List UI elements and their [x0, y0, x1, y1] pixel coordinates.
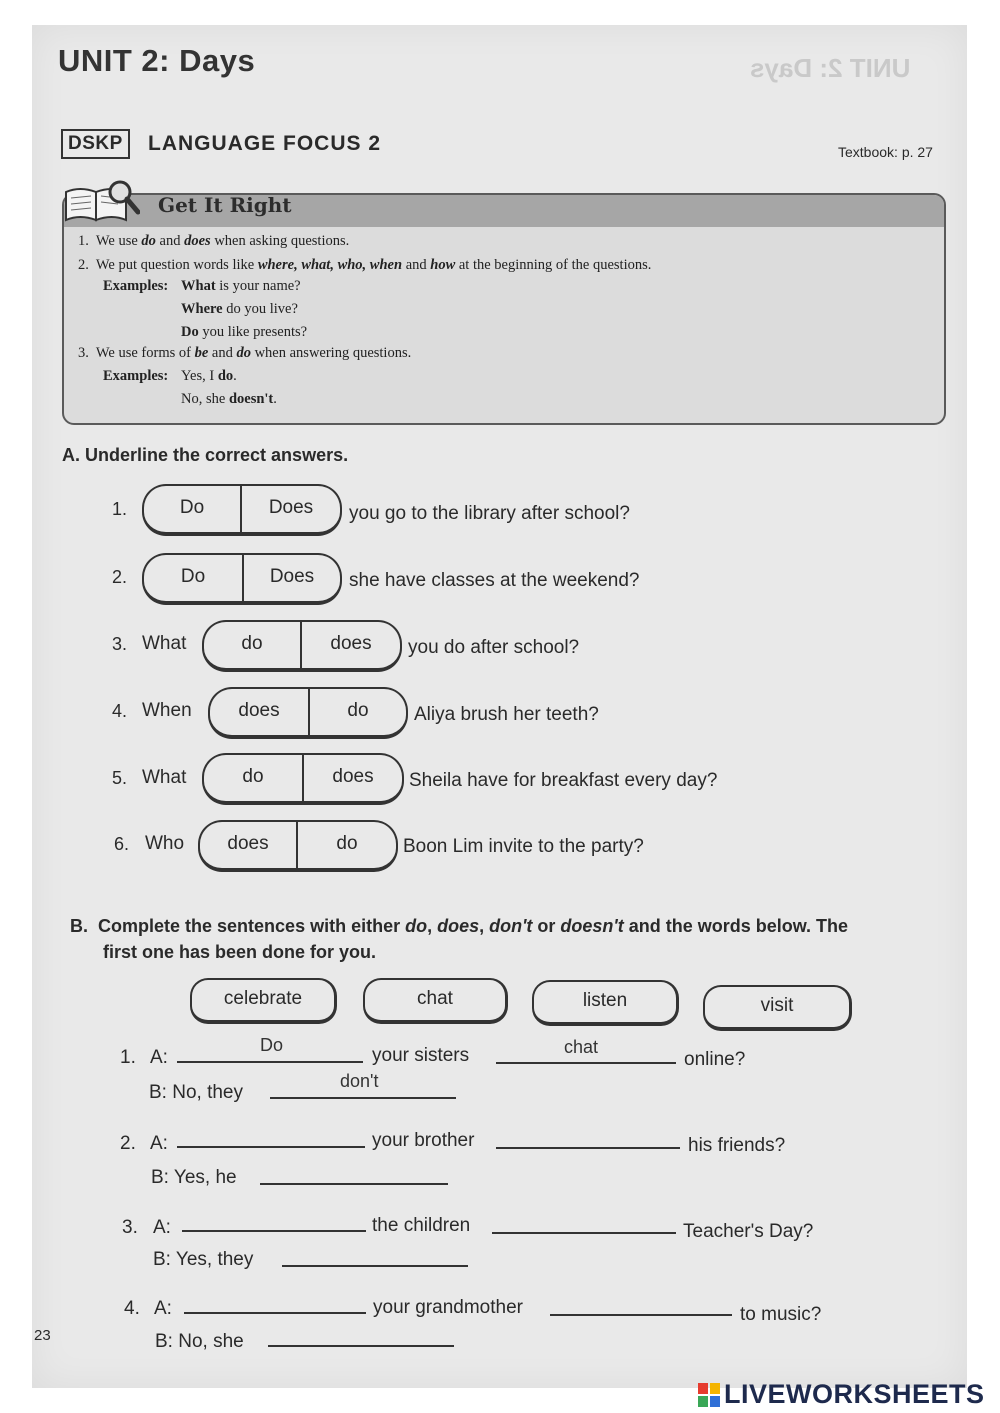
section-b-heading: B. Complete the sentences with either do, does, don't or doesn't and the words below. The first one has been done for you. — [70, 916, 849, 962]
rule-keyword: be — [194, 345, 209, 361]
example-4: Yes, I do. — [181, 368, 237, 384]
section-title: LANGUAGE FOCUS 2 — [148, 132, 382, 155]
speaker-a: A: — [150, 1047, 168, 1068]
sentence-middle: your sisters — [372, 1045, 470, 1066]
liveworksheets-logo-icon — [697, 1382, 721, 1408]
choice-option-1[interactable]: do — [241, 633, 263, 654]
answer-line[interactable] — [496, 1147, 680, 1149]
rule-text: and — [155, 233, 185, 249]
speaker-b: B: Yes, they — [153, 1249, 254, 1270]
section-a-heading: A. Underline the correct answers. — [62, 445, 349, 465]
liveworksheets-watermark: LIVEWORKSHEETS — [724, 1379, 985, 1409]
question-word: Who — [145, 833, 185, 854]
sentence-end: online? — [684, 1049, 746, 1070]
answer-line[interactable] — [177, 1146, 365, 1148]
choice-option-2[interactable]: do — [336, 833, 358, 854]
answer-line[interactable] — [184, 1312, 366, 1314]
question-text: you do after school? — [408, 637, 580, 658]
worksheet-page — [32, 25, 967, 1388]
example-3: Do you like presents? — [181, 324, 308, 340]
question-text: she have classes at the weekend? — [349, 570, 640, 591]
item-number: 4. — [124, 1298, 140, 1319]
choice-pill — [202, 620, 402, 672]
question-text: Aliya brush her teeth? — [414, 704, 599, 725]
word-box-chat: chat — [363, 978, 508, 1024]
choice-pill — [208, 687, 408, 739]
sentence-middle: your grandmother — [373, 1297, 523, 1318]
rule-2 — [78, 257, 651, 274]
choice-option-1[interactable]: does — [227, 833, 269, 854]
answer-line[interactable] — [268, 1345, 454, 1347]
speaker-a: A: — [154, 1298, 172, 1319]
speaker-b: B: No, she — [155, 1331, 244, 1352]
sentence-end: to music? — [740, 1304, 822, 1325]
rule-text: We put question words like — [95, 257, 258, 273]
choice-option-2[interactable]: does — [330, 633, 372, 654]
question-text: Sheila have for breakfast every day? — [409, 770, 718, 791]
question-number: 4. — [112, 701, 128, 721]
choice-option-2[interactable]: Does — [269, 566, 315, 587]
sentence-end: Teacher's Day? — [683, 1221, 814, 1242]
rule-1 — [78, 233, 349, 250]
rule-text: and — [402, 257, 431, 273]
choice-option-1[interactable]: does — [238, 700, 280, 721]
speaker-a: A: — [153, 1217, 171, 1238]
rule-number: 3. — [78, 345, 89, 361]
question-number: 6. — [114, 834, 130, 854]
dskp-badge: DSKP — [61, 129, 130, 159]
example-5: No, she doesn't. — [181, 391, 277, 407]
answer-line[interactable] — [492, 1232, 676, 1234]
rule-text: when answering questions. — [250, 345, 412, 361]
rule-text: We use — [95, 233, 142, 249]
choice-option-2[interactable]: does — [332, 766, 374, 787]
item-number: 1. — [120, 1047, 136, 1068]
examples-label: Examples: — [103, 278, 169, 294]
speaker-a: A: — [150, 1133, 168, 1154]
question-text: Boon Lim invite to the party? — [403, 836, 644, 857]
choice-option-1[interactable]: Do — [180, 566, 206, 587]
question-number: 5. — [112, 768, 128, 788]
examples-label: Examples: — [103, 368, 169, 384]
speaker-b: B: No, they — [149, 1082, 243, 1103]
choice-option-2[interactable]: Does — [268, 497, 314, 518]
example-2: Where do you live? — [181, 301, 298, 317]
answer-line[interactable] — [260, 1183, 448, 1185]
choice-pill — [198, 820, 398, 872]
question-word: When — [142, 700, 192, 721]
rule-keyword: do — [236, 345, 251, 361]
example-1: What is your name? — [181, 278, 301, 294]
rule-keyword: do — [141, 233, 156, 249]
filled-answer: don't — [340, 1071, 379, 1091]
answer-line[interactable] — [270, 1097, 456, 1099]
word-box-listen: listen — [532, 980, 679, 1026]
bleed-through-text: UNIT 2: Days — [750, 53, 911, 83]
sentence-middle: the children — [372, 1215, 471, 1236]
filled-answer: chat — [564, 1037, 599, 1057]
get-it-right-title: Get It Right — [158, 193, 292, 217]
answer-line[interactable] — [177, 1061, 363, 1063]
rule-keyword: where, what, who, when — [257, 257, 403, 273]
page-number: 23 — [34, 1327, 51, 1344]
question-word: What — [142, 633, 187, 654]
choice-option-2[interactable]: do — [347, 700, 369, 721]
rule-text: at the beginning of the questions. — [455, 257, 652, 273]
word-box-celebrate: celebrate — [190, 978, 337, 1024]
answer-line[interactable] — [496, 1062, 676, 1064]
rule-keyword: how — [430, 257, 456, 273]
question-number: 1. — [112, 499, 128, 519]
choice-option-1[interactable]: do — [242, 766, 264, 787]
filled-answer: Do — [260, 1035, 284, 1055]
speaker-b: B: Yes, he — [151, 1167, 237, 1188]
rule-text: and — [208, 345, 237, 361]
answer-line[interactable] — [282, 1265, 468, 1267]
rule-keyword: does — [184, 233, 211, 249]
choice-option-1[interactable]: Do — [179, 497, 205, 518]
unit-title: UNIT 2: Days — [58, 43, 256, 78]
question-number: 2. — [112, 567, 128, 587]
item-number: 3. — [122, 1217, 138, 1238]
question-number: 3. — [112, 634, 128, 654]
rule-text: when asking questions. — [210, 233, 350, 249]
book-magnifier-icon — [62, 178, 140, 233]
choice-pill — [142, 484, 342, 536]
question-text: you go to the library after school? — [349, 503, 630, 524]
question-word: What — [142, 767, 187, 788]
sentence-middle: your brother — [372, 1130, 475, 1151]
choice-pill — [202, 753, 404, 805]
rule-text: We use forms of — [95, 345, 195, 361]
item-number: 2. — [120, 1133, 136, 1154]
rule-number: 1. — [78, 233, 89, 249]
rule-3 — [78, 345, 411, 362]
answer-line[interactable] — [550, 1314, 732, 1316]
word-box-visit: visit — [703, 985, 852, 1031]
rule-number: 2. — [78, 257, 89, 273]
answer-line[interactable] — [182, 1230, 366, 1232]
choice-pill — [142, 553, 342, 605]
textbook-reference: Textbook: p. 27 — [838, 144, 933, 160]
sentence-end: his friends? — [688, 1135, 786, 1156]
